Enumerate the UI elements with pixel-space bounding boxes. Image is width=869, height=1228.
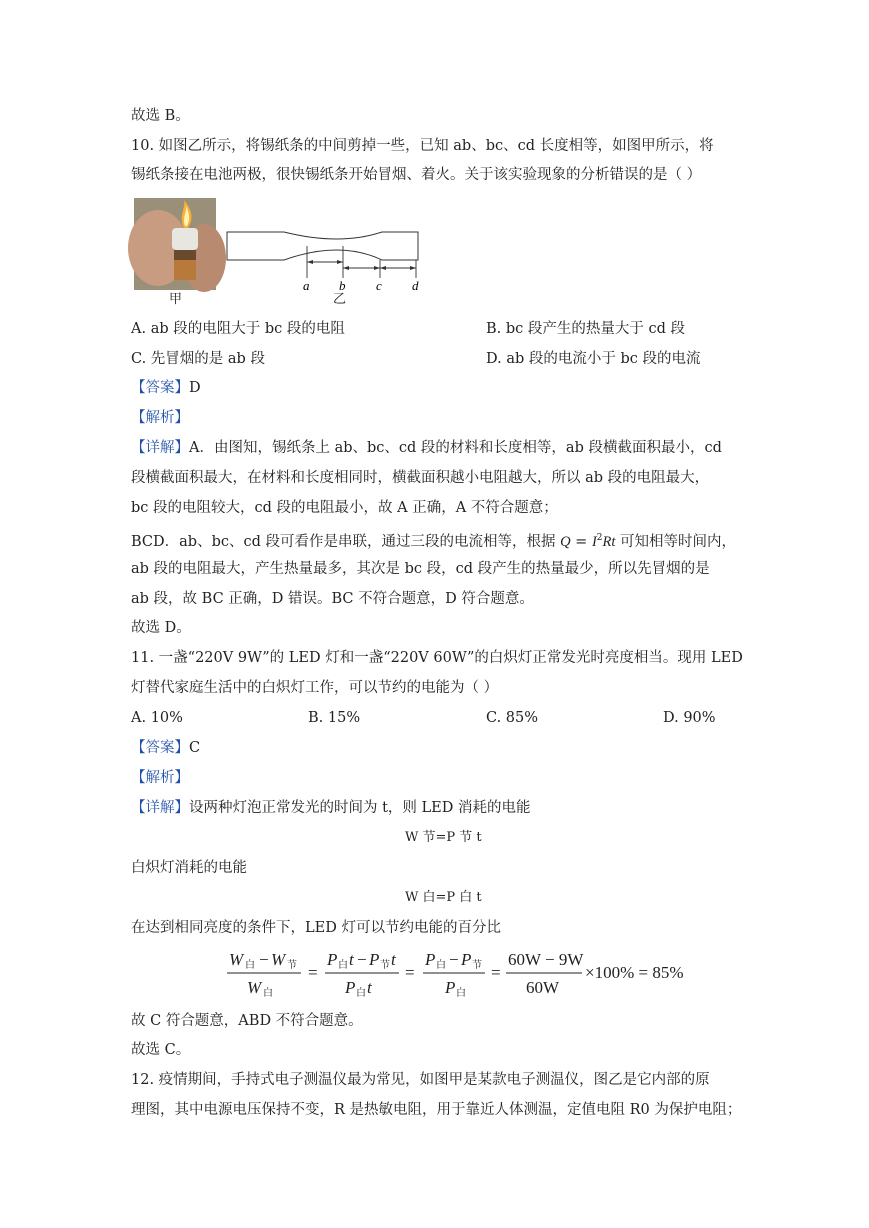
svg-text:白: 白 (356, 988, 366, 999)
answer-value: D (189, 380, 201, 396)
foil-strip-diagram (224, 198, 424, 298)
q11-analysis-tag: 【解析】 (131, 770, 189, 786)
svg-text:白: 白 (456, 988, 466, 999)
detail-text: 可知相等时间内， (620, 533, 737, 550)
q11-detail-3: 在达到相同亮度的条件下，LED 灯可以节约电能的百分比 (131, 920, 501, 936)
detail-text: BCD．ab、bc、cd 段可看作是串联，通过三段的电流相等，根据 (131, 533, 556, 550)
answer-tag: 【答案】 (131, 380, 189, 396)
figure-caption-yi: 乙 (333, 292, 347, 307)
q11-conclusion: 故选 C。 (131, 1042, 191, 1058)
svg-text:节: 节 (472, 960, 482, 971)
svg-text:60W: 60W (526, 978, 560, 997)
answer-value: C (189, 740, 201, 756)
battery-foil-photo (134, 198, 216, 290)
q10-answer (131, 378, 201, 398)
question-11-stem-1: 11. 一盏“220V 9W”的 LED 灯和一盏“220V 60W”的白炽灯正常发光时亮度相当。现用 LED (131, 650, 743, 666)
svg-text:P: P (369, 950, 380, 969)
svg-text:白: 白 (338, 960, 348, 971)
svg-text:=: = (405, 963, 415, 982)
equation-led-energy: W 节=P 节 t (405, 830, 482, 845)
question-12-stem-2: 理图，其中电源电压保持不变，R 是热敏电阻，用于靠近人体测温，定值电阻 R0 为保护电阻； (131, 1102, 742, 1118)
q11-answer (131, 738, 200, 758)
q10-detail-6: ab 段，故 BC 正确，D 错误。BC 不符合题意，D 符合题意。 (131, 591, 534, 607)
svg-text:白: 白 (245, 960, 255, 971)
question-11-stem-2: 灯替代家庭生活中的白炽灯工作，可以节约的电能为（ ） (131, 680, 499, 696)
point-label-a: a (303, 278, 310, 293)
figure-caption-jia: 甲 (169, 292, 183, 307)
q11-option-b: B. 15% (308, 710, 361, 726)
svg-text:P: P (425, 950, 436, 969)
question-10-stem-1: 10. 如图乙所示，将锡纸条的中间剪掉一些，已知 ab、bc、cd 长度相等，如图甲所示，将 (131, 138, 714, 154)
svg-text:−: − (449, 950, 459, 969)
q10-detail-5: ab 段的电阻最大，产生热量最多，其次是 bc 段，cd 段产生的热量最少，所以先冒烟的是 (131, 561, 710, 577)
svg-text:=: = (491, 963, 501, 982)
svg-text:−: − (357, 950, 367, 969)
question-10-stem-2: 锡纸条接在电池两极，很快锡纸条开始冒烟、着火。关于该实验现象的分析错误的是（ ） (131, 167, 702, 183)
q11-option-c: C. 85% (486, 710, 539, 726)
answer-tag: 【答案】 (131, 740, 189, 756)
svg-text:P: P (445, 978, 456, 997)
point-label-b: b (339, 278, 346, 293)
detail-text: A．由图知，锡纸条上 ab、bc、cd 段的材料和长度相等，ab 段横截面积最小，cd (189, 440, 722, 456)
detail-tag: 【详解】 (131, 440, 189, 456)
q11-detail-2: 白炽灯消耗的电能 (131, 860, 247, 876)
q10-detail-4: BCD．ab、bc、cd 段可看作是串联，通过三段的电流相等，根据 $Q = I^2Rt$ 可知相等时间内， (131, 533, 737, 550)
q10-option-c: C. 先冒烟的是 ab 段 (131, 351, 265, 367)
svg-text:t: t (391, 950, 396, 969)
q10-analysis-tag: 【解析】 (131, 410, 189, 426)
svg-text:t: t (349, 950, 354, 969)
svg-text:×100% = 85%: ×100% = 85% (585, 963, 684, 982)
svg-text:W: W (229, 950, 244, 969)
q10-option-d: D. ab 段的电流小于 bc 段的电流 (486, 351, 701, 367)
q11-option-a: A. 10% (131, 710, 183, 726)
svg-text:−: − (259, 950, 269, 969)
detail-text: 设两种灯泡正常发光的时间为 t，则 LED 消耗的电能 (189, 800, 531, 816)
question-12-stem-1: 12. 疫情期间，手持式电子测温仪最为常见，如图甲是某款电子测温仪，图乙是它内部的原 (131, 1072, 710, 1088)
svg-text:60W − 9W: 60W − 9W (508, 950, 584, 969)
point-label-d: d (412, 278, 419, 293)
svg-text:P: P (461, 950, 472, 969)
joule-law-formula: Q (560, 533, 571, 550)
svg-text:=: = (308, 963, 318, 982)
energy-saving-fraction-equation (225, 945, 684, 1001)
q11-detail-4: 故 C 符合题意，ABD 不符合题意。 (131, 1013, 363, 1029)
q11-detail-1 (131, 798, 531, 818)
q11-option-d: D. 90% (663, 710, 716, 726)
q10-detail-2: 段横截面积最大，在材料和长度相同时，横截面积越小电阻越大，所以 ab 段的电阻最大， (131, 470, 710, 486)
svg-text:白: 白 (436, 960, 446, 971)
svg-text:t: t (367, 978, 372, 997)
svg-text:P: P (327, 950, 338, 969)
svg-text:节: 节 (380, 960, 390, 971)
q10-option-a: A. ab 段的电阻大于 bc 段的电阻 (131, 321, 345, 337)
svg-text:白: 白 (263, 988, 273, 999)
q10-detail-1 (131, 438, 722, 458)
equation-bulb-energy: W 白=P 白 t (405, 890, 482, 905)
point-label-c: c (376, 278, 382, 293)
svg-text:P: P (345, 978, 356, 997)
q10-option-b: B. bc 段产生的热量大于 cd 段 (486, 321, 686, 337)
svg-text:W: W (247, 978, 262, 997)
text-line: 故选 B。 (131, 108, 190, 124)
svg-text:节: 节 (287, 960, 297, 971)
detail-tag: 【详解】 (131, 800, 189, 816)
q10-conclusion: 故选 D。 (131, 620, 191, 636)
svg-text:W: W (271, 950, 286, 969)
q10-detail-3: bc 段的电阻较大，cd 段的电阻最小，故 A 正确，A 不符合题意； (131, 500, 558, 516)
